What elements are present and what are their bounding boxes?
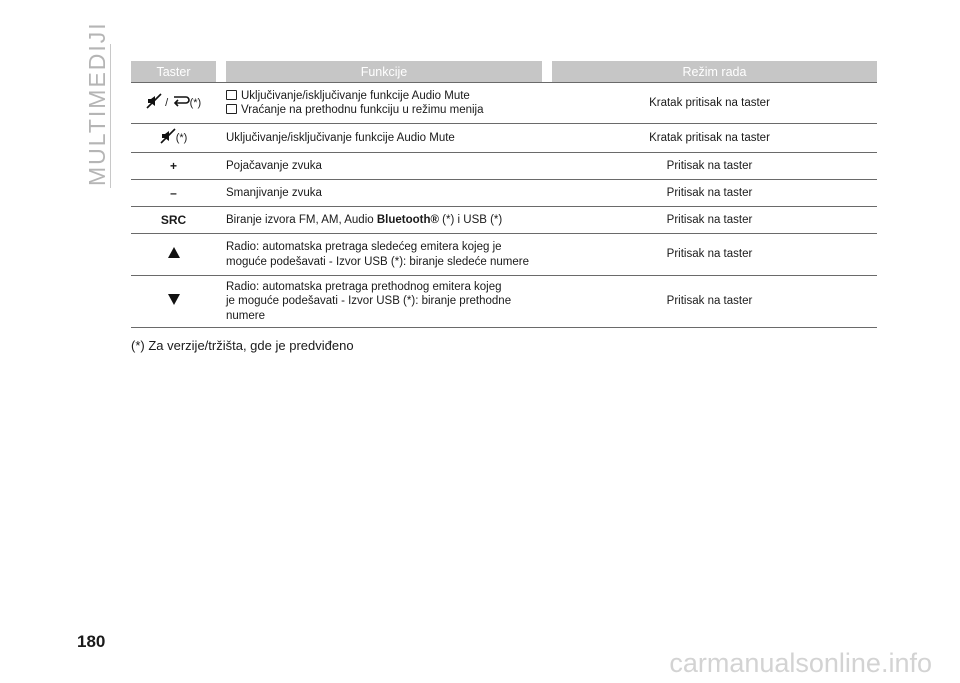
func-cell <box>216 83 542 124</box>
func-line: Radio: automatska pretraga prethodnog emitera kojeg <box>226 281 502 293</box>
func-line: Vraćanje na prethodnu funkciju u režimu menija <box>241 104 484 116</box>
arrow-down-icon <box>168 294 180 305</box>
taster-cell <box>131 234 216 276</box>
taster-cell <box>131 83 216 124</box>
taster-cell: SRC <box>131 207 216 234</box>
controls-table-wrap <box>131 61 877 328</box>
func-line: Radio: automatska pretraga sledećeg emitera kojeg je <box>226 241 502 254</box>
header-funkcije: Funkcije <box>226 61 542 83</box>
func-text: (*) i USB (*) <box>438 213 503 226</box>
section-title: MULTIMEDIJI <box>84 21 110 186</box>
controls-table <box>131 61 877 328</box>
mute-icon <box>146 93 162 113</box>
taster-note: (*) <box>175 132 188 145</box>
table-row <box>131 207 877 234</box>
taster-cell <box>131 276 216 328</box>
section-divider <box>110 44 111 188</box>
footnote: (*) Za verzije/tržišta, gde je predviđeno <box>131 338 354 353</box>
menu-square-icon <box>226 104 237 114</box>
return-icon <box>172 94 190 112</box>
func-cell <box>216 207 542 234</box>
func-line: je moguće podešavati - Izvor USB (*): biranje prethodne <box>226 295 512 308</box>
header-gap <box>216 61 226 83</box>
func-text: Biranje izvora FM, AM, Audio <box>226 213 377 226</box>
table-row <box>131 83 877 124</box>
mode-cell: Pritisak na taster <box>542 153 877 180</box>
mode-cell: Pritisak na taster <box>542 207 877 234</box>
func-cell <box>216 276 542 328</box>
func-line: Uključivanje/isključivanje funkcije Audio Mute <box>241 89 470 102</box>
table-row <box>131 124 877 153</box>
func-cell: Uključivanje/isključivanje funkcije Audio Mute <box>216 124 542 153</box>
mode-cell: Pritisak na taster <box>542 234 877 276</box>
table-row <box>131 276 877 328</box>
mode-cell: Pritisak na taster <box>542 180 877 207</box>
func-cell <box>216 234 542 276</box>
table-row <box>131 153 877 180</box>
header-rezim: Režim rada <box>552 61 877 83</box>
table-row <box>131 180 877 207</box>
table-header-row <box>131 61 877 83</box>
func-line: moguće podešavati - Izvor USB (*): biranje sledeće numere <box>226 255 529 268</box>
table-row <box>131 234 877 276</box>
mode-cell: Kratak pritisak na taster <box>542 83 877 124</box>
taster-cell: + <box>131 153 216 180</box>
watermark: carmanualsonline.info <box>669 648 932 678</box>
arrow-up-icon <box>168 247 180 258</box>
mode-cell: Kratak pritisak na taster <box>542 124 877 153</box>
mode-cell: Pritisak na taster <box>542 276 877 328</box>
func-cell: Smanjivanje zvuka <box>216 180 542 207</box>
mute-icon <box>160 128 176 148</box>
menu-square-icon <box>226 90 237 100</box>
taster-cell: – <box>131 180 216 207</box>
taster-cell <box>131 124 216 153</box>
taster-separator: / <box>165 97 169 110</box>
page-number: 180 <box>77 632 106 651</box>
func-line: numere <box>226 309 265 322</box>
header-taster: Taster <box>131 61 216 83</box>
bluetooth-label: Bluetooth® <box>376 213 439 226</box>
taster-note: (*) <box>189 97 202 110</box>
header-gap <box>542 61 552 83</box>
func-cell: Pojačavanje zvuka <box>216 153 542 180</box>
